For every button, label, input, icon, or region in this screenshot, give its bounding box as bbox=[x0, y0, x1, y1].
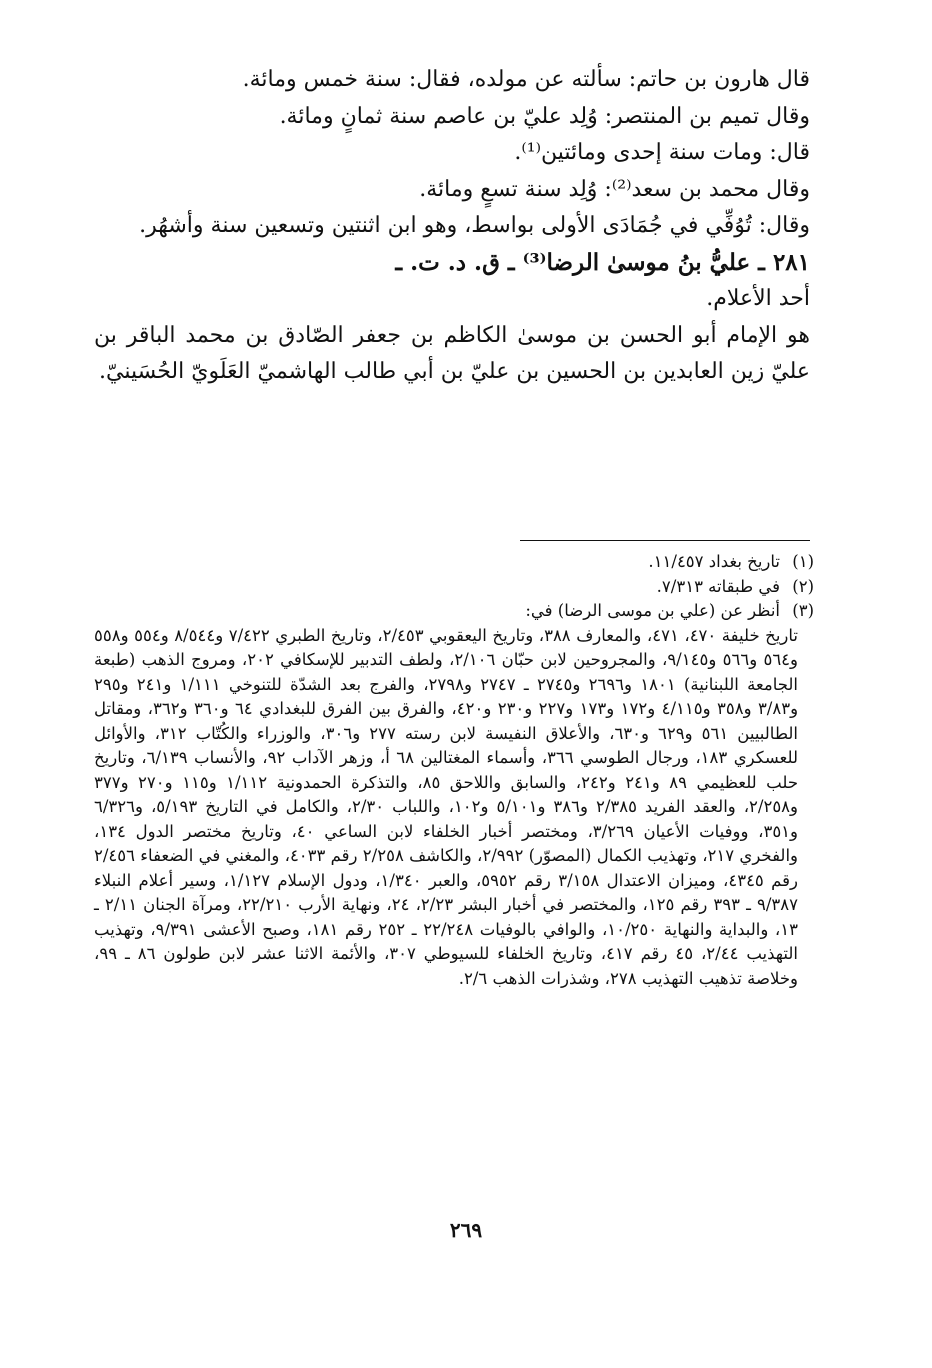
footnote-item bbox=[94, 599, 814, 624]
footnote-text: في طبقاته ٧/٣١٣. bbox=[656, 576, 780, 596]
footnotes-section bbox=[94, 550, 814, 991]
main-text-block bbox=[94, 62, 810, 391]
footnote-number: (٣) bbox=[792, 601, 814, 620]
page-number: ٢٦٩ bbox=[449, 1218, 483, 1242]
main-paragraph-3: قال: ومات سنة إحدى ومائتين⁽¹⁾. bbox=[514, 140, 810, 165]
footnote-divider bbox=[520, 540, 810, 541]
footnote-text: تاريخ بغداد ١١/٤٥٧. bbox=[648, 552, 780, 571]
entry-subtitle: أحد الأعلام. bbox=[706, 286, 810, 311]
footnote-text: أنظر عن (علي بن موسى الرضا) في: bbox=[525, 601, 780, 620]
main-paragraph-4: وقال محمد بن سعد⁽²⁾: وُلِد سنة تسعٍ ومائة. bbox=[419, 176, 810, 202]
footnote-item bbox=[94, 575, 814, 600]
entry-heading: ٢٨١ ـ عليُّ بنُ موسىٰ الرضا⁽³⁾ ـ ق. د. ت. ـ bbox=[395, 248, 810, 276]
footnote-item bbox=[94, 550, 814, 575]
entry-body: هو الإمام أبو الحسن بن موسىٰ الكاظم بن جعفر الصّادق بن محمد الباقر بن عليّ زين العابدين بن الحسين بن عليّ بن أبي طالب الهاشميّ العَلَويّ الحُسَينيّ. bbox=[94, 322, 810, 384]
footnote-3-references: تاريخ خليفة ٤٧٠، ٤٧١، والمعارف ٣٨٨، وتاريخ اليعقوبي ٢/٤٥٣، وتاريخ الطبري ٧/٤٢٢ و٨/٥٤٤ و٥٥٤ و٥٥٨ و٥٦٤ و٥٦٦ و٩/١٤٥، والمجروحين لابن حبّان ٢/١٠٦، ولطف التدبير للإسكافي ٢٠٢، ومروج الذهب (طبعة الجامعة اللبنانية) ١٨٠١ و٢٦٩٦ و٢٧٤٥ ـ ٢٧٤٧ و٢٧٩٨، والفرج بعد الشدّة للتنوخي ١/١١١ و٢٤١ و٢٩٥ و٣/٨٣ و٣٥٨ و٤/١١٥ و١٧٢ و١٧٣ و٢٢٧ و٢٣٠ و٤٢٠، والفرق بين الفرق للبغدادي ٦٤ و٣٦٠ و٣٦٢، ومقاتل الطالبيين ٥٦١ و٦٢٩ و٦٣٠، والأعلاق النفيسة لابن رسته ٢٧٧ و٣٠٦، والوزراء والكُتّاب ٣١٢، والأوائل للعسكري ١٨٣، ورجال الطوسي ٣٦٦، وأسماء المغتالين ٦٨ أ، وزهر الآداب ٩٢، والأنساب ٦/١٣٩، وتاريخ حلب للعظيمي ٨٩ و٢٤١ و٢٤٢، والسابق واللاحق ٨٥، والتذكرة الحمدونية ١/١١٢ و١١٥ و٢٧٠ و٣٧٧ و٢/٢٥٨، والعقد الفريد ٢/٣٨٥ و٣٨٦ و٥/١٠١ و١٠٢، واللباب ٢/٣٠، والكامل في التاريخ ٥/١٩٣، و٦/٣٢٦ و٣٥١، ووفيات الأعيان ٣/٢٦٩، ومختصر أخبار الخلفاء لابن الساعي ٤٠، وتاريخ مختصر الدول ١٣٤، والفخري ٢١٧، وتهذيب الكمال (المصوّر) ٢/٩٩٢، والكاشف ٢/٢٥٨ رقم ٤٠٣٣، والمغني في الضعفاء ٢/٤٥٦ رقم ٤٣٤٥، وميزان الاعتدال ٣/١٥٨ رقم ٥٩٥٢، والعبر ١/٣٤٠، ودول الإسلام ١/١٢٧، وسير أعلام النبلاء ٩/٣٨٧ ـ ٣٩٣ رقم ١٢٥، والمختصر في أخبار البشر ٢/٢٣، ٢٤، ونهاية الأرب ٢٢/٢١٠، ومرآة الجنان ٢/١١ ـ ١٣، والبداية والنهاية ١٠/٢٥٠، والوافي بالوفيات ٢٢/٢٤٨ ـ ٢٥٢ رقم ١٨١، وصبح الأعشى ٩/٣٩١، وتهذيب التهذيب ٢/٤٤، ٤٥ رقم ٤١٧، وتاريخ الخلفاء للسيوطي ٣٠٧، والأئمة الاثنا عشر لابن طولون ٨٦ ـ ٩٩، وخلاصة تذهيب التهذيب ٢٧٨، وشذرات الذهب ٢/٦. bbox=[94, 625, 799, 988]
footnote-number: (١) bbox=[792, 552, 814, 571]
main-paragraph-5: وقال: تُوُفِّي في جُمَادَى الأولى بواسط، وهو ابن اثنتين وتسعين سنة وأشهُر. bbox=[139, 213, 810, 238]
footnote-number: (٢) bbox=[792, 576, 814, 596]
main-paragraph-1: قال هارون بن حاتم: سألته عن مولده، فقال: سنة خمس ومائة. bbox=[242, 67, 810, 92]
main-paragraph-2: وقال تميم بن المنتصر: وُلِد عليّ بن عاصم سنة ثمانٍ ومائة. bbox=[279, 103, 810, 129]
